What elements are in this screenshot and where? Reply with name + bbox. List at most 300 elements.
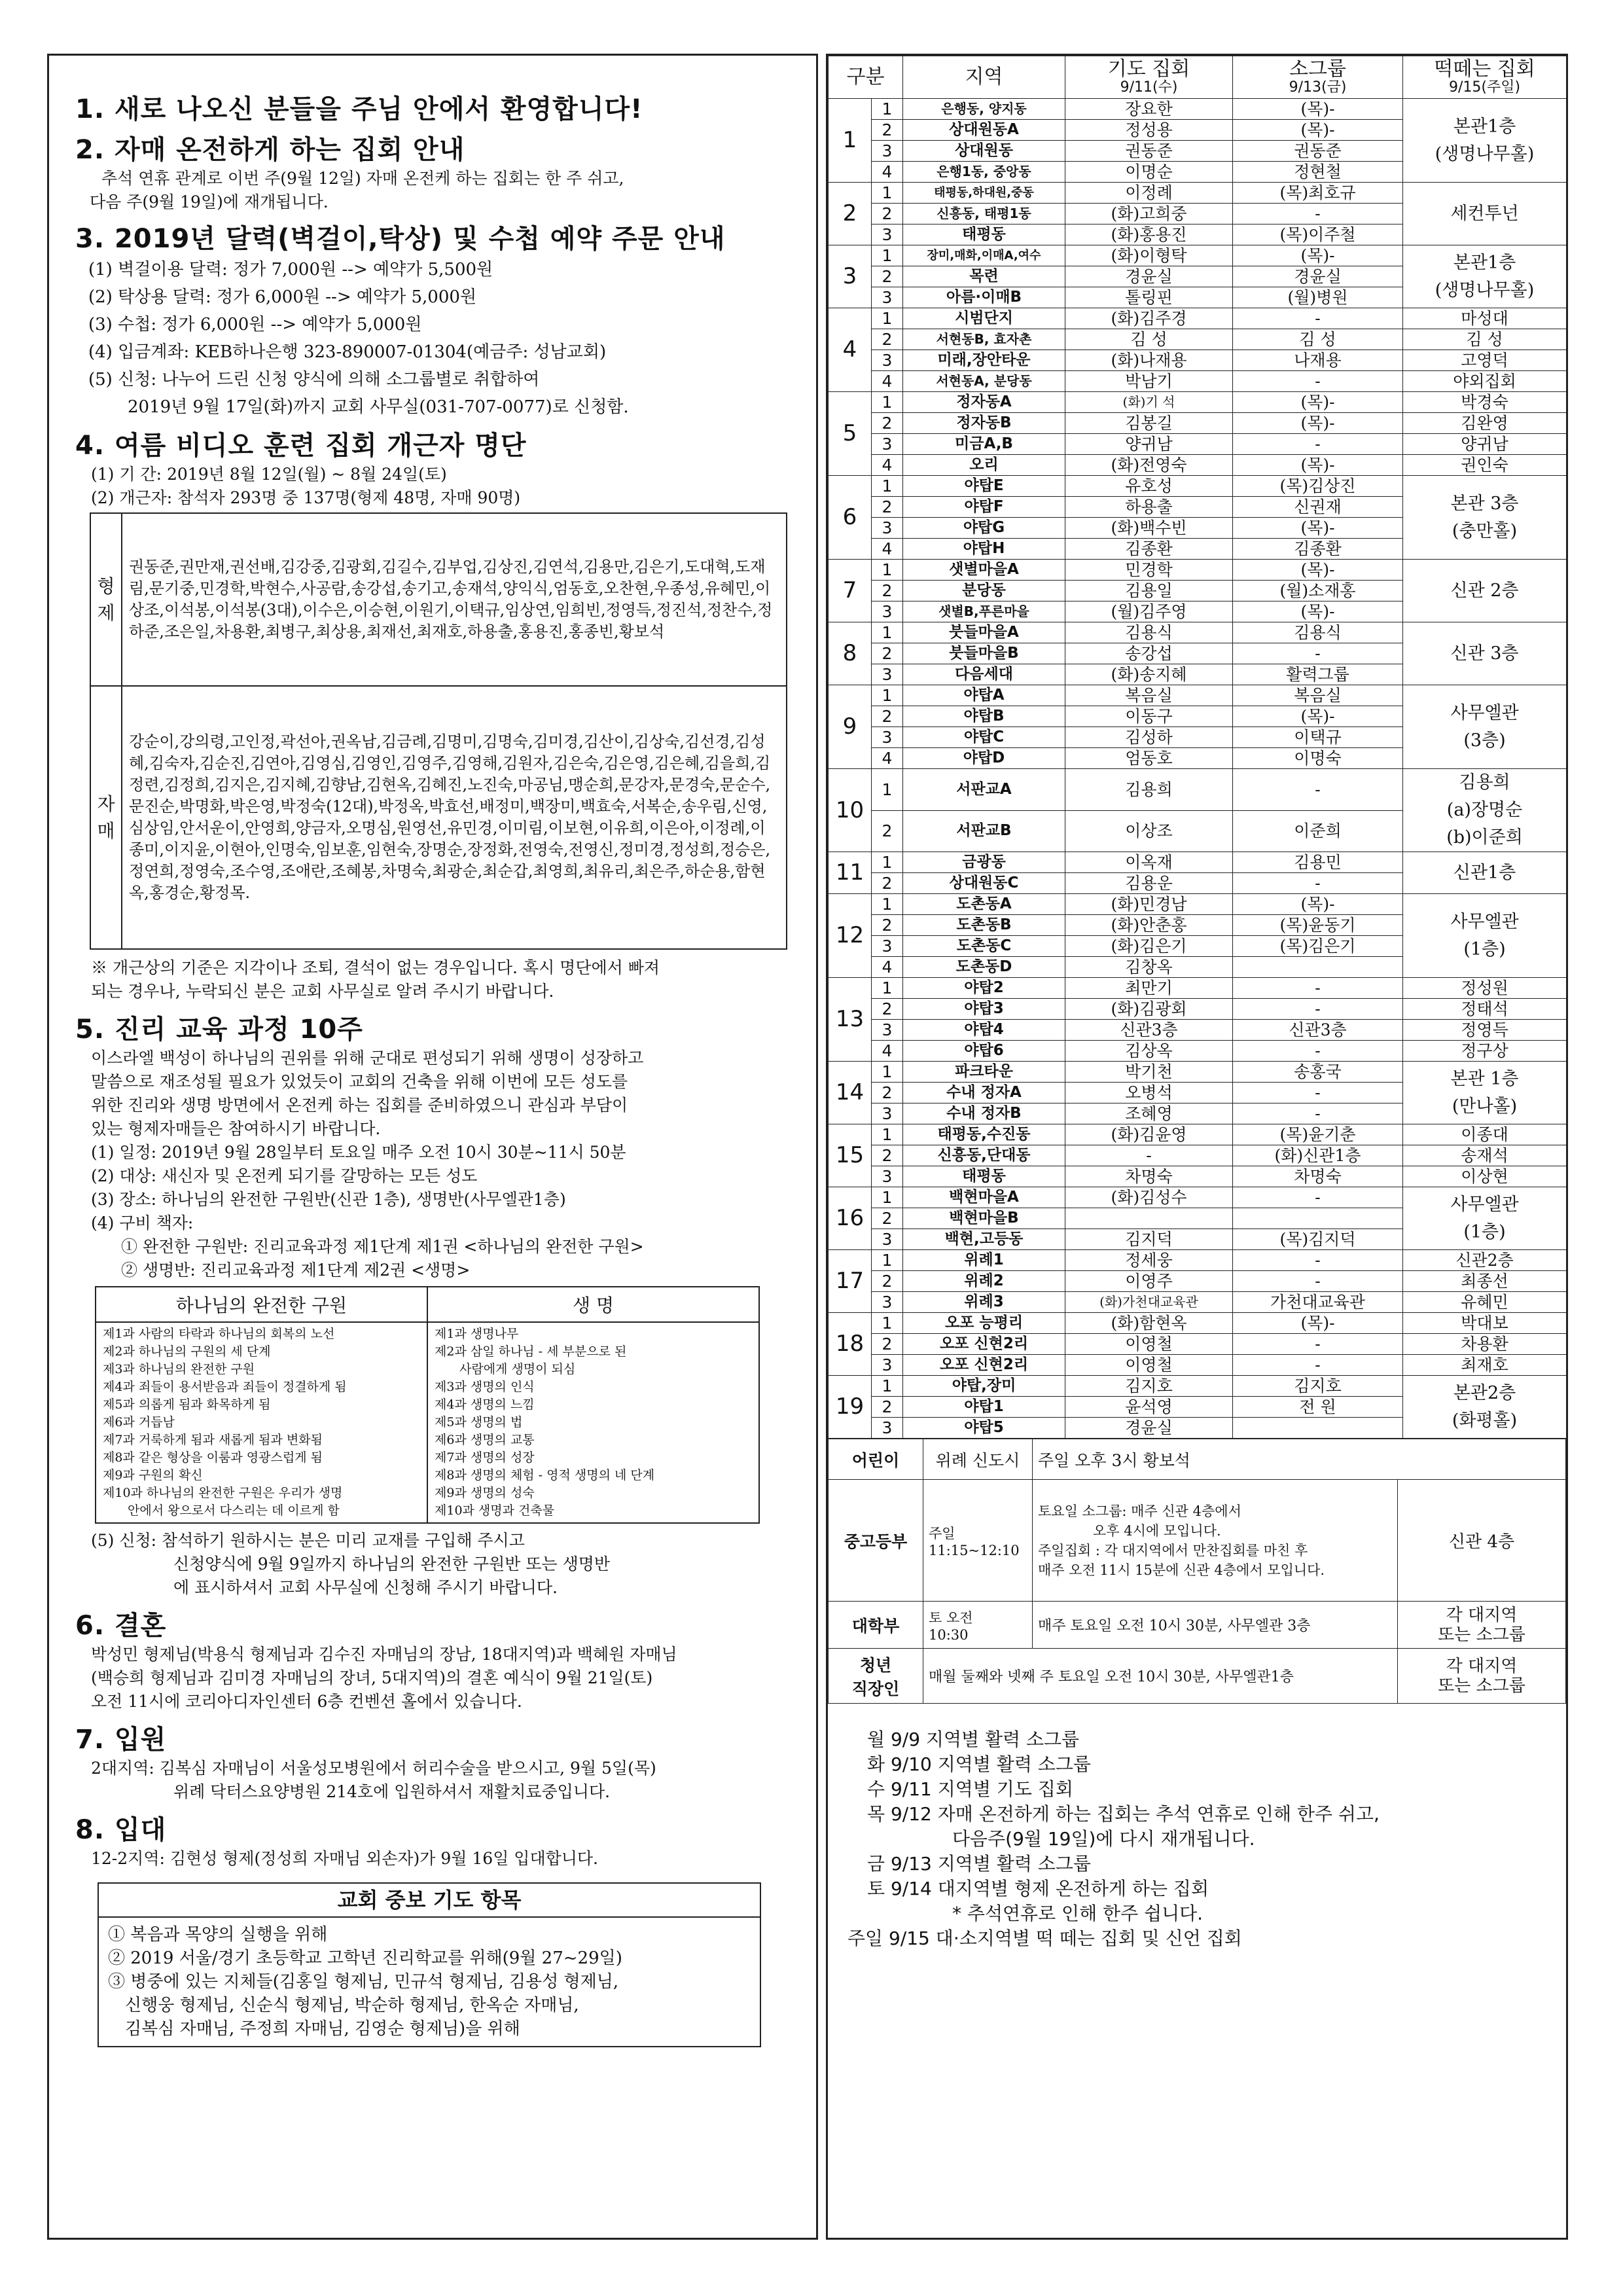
region-name: 오포 신현2리 <box>903 1355 1065 1376</box>
schedule-row <box>829 99 1567 120</box>
prayer-box <box>98 1882 761 2047</box>
small-group-leader: (화)신관1층 <box>1233 1145 1403 1166</box>
sub-number: 3 <box>872 664 903 685</box>
schedule-row <box>829 560 1567 581</box>
small-group-leader: - <box>1233 999 1403 1020</box>
section-4-note-1: ※ 개근상의 기준은 지각이나 조퇴, 결석이 없는 경우입니다. 혹시 명단에서 빠져 <box>91 958 660 977</box>
small-group-leader <box>1233 957 1403 978</box>
group-number: 19 <box>829 1376 872 1439</box>
schedule-row <box>829 476 1567 497</box>
region-name: 백현마을A <box>903 1187 1065 1208</box>
schedule-row <box>829 852 1567 873</box>
sisters-label: 자 매 <box>90 686 122 949</box>
region-name: 목련 <box>903 266 1065 287</box>
small-group-leader: (목)- <box>1233 120 1403 141</box>
lesson: 제9과 구원의 확신 <box>103 1468 203 1482</box>
region-name: 야탑2 <box>903 978 1065 999</box>
small-group-leader: 이명숙 <box>1233 748 1403 769</box>
region-name: 태평동 <box>903 1166 1065 1187</box>
prayer-meeting-leader: 최만기 <box>1065 978 1233 999</box>
small-group-leader <box>1233 1418 1403 1439</box>
prayer-meeting-leader: 김지덕 <box>1065 1229 1233 1250</box>
region-name: 붓들마을A <box>903 622 1065 643</box>
region-name: 야탑B <box>903 706 1065 727</box>
prayer-meeting-leader: 정성용 <box>1065 120 1233 141</box>
small-group-leader: (목)- <box>1233 706 1403 727</box>
section-4-count: (2) 개근자: 참석자 293명 중 137명(형제 48명, 자매 90명) <box>91 488 521 507</box>
lesson: 제2과 삼일 하나님 - 세 부분으로 된 <box>435 1344 627 1359</box>
prayer-meeting-leader: 이동구 <box>1065 706 1233 727</box>
sub-number: 3 <box>872 350 903 371</box>
region-name: 샛별마을A <box>903 560 1065 581</box>
sub-number: 2 <box>872 643 903 664</box>
schedule-row <box>829 329 1567 350</box>
small-group-leader: 김 성 <box>1233 329 1403 350</box>
lesson: 사람에게 생명이 되심 <box>435 1362 576 1376</box>
prayer-item: ③ 병중에 있는 지체들(김홍일 형제님, 민규석 형제님, 김용성 형제님, <box>108 1972 619 1992</box>
section-3-item-cont: 2019년 9월 17일(화)까지 교회 사무실(031-707-0077)로 신청함. <box>128 397 629 417</box>
small-group-leader: (목)김상진 <box>1233 476 1403 497</box>
small-group-leader: (목)이주철 <box>1233 224 1403 245</box>
group-number: 9 <box>829 685 872 769</box>
small-group-leader: - <box>1233 1103 1403 1124</box>
prayer-meeting-leader: 김창옥 <box>1065 957 1233 978</box>
sub-number: 3 <box>872 1020 903 1041</box>
small-group-leader: 김용식 <box>1233 622 1403 643</box>
sub-number: 4 <box>872 957 903 978</box>
small-group-leader: - <box>1233 308 1403 329</box>
section-8-line: 12-2지역: 김현성 형제(정성희 자매님 외손자)가 9월 16일 입대합니다. <box>91 1849 598 1868</box>
bread-place: 유혜민 <box>1403 1292 1567 1313</box>
lesson: 제7과 생명의 성장 <box>435 1450 535 1465</box>
prayer-meeting-leader: 김 성 <box>1065 329 1233 350</box>
small-group-leader: - <box>1233 434 1403 455</box>
schedule-row <box>829 1250 1567 1271</box>
section-5-intro: 위한 진리와 생명 방면에서 온전케 하는 집회를 준비하였으니 관심과 부담이 <box>91 1096 628 1115</box>
section-4-note-2: 되는 경우나, 누락되신 분은 교회 사무실로 알려 주시기 바랍니다. <box>91 982 554 1001</box>
region-name: 태평동,하대원,중동 <box>903 183 1065 204</box>
section-6-title: 6. 결혼 <box>75 1611 167 1641</box>
schedule-row <box>829 392 1567 413</box>
bread-place: 본관2층 (화평홀) <box>1403 1376 1567 1439</box>
sub-number: 1 <box>872 1124 903 1145</box>
prayer-meeting-leader: 김지호 <box>1065 1376 1233 1397</box>
bread-place: 신관1층 <box>1403 852 1567 894</box>
group-number: 11 <box>829 852 872 894</box>
section-3-item: (2) 탁상용 달력: 정가 6,000원 --> 예약가 5,000원 <box>88 287 477 307</box>
curriculum-life-list <box>427 1322 759 1523</box>
sub-number: 1 <box>872 852 903 873</box>
bread-place: 본관 3층 (충만홀) <box>1403 476 1567 560</box>
bread-place: 세컨투넌 <box>1403 183 1567 245</box>
young-adults-place: 각 대지역 또는 소그룹 <box>1398 1649 1566 1704</box>
sub-number: 3 <box>872 434 903 455</box>
college-info: 매주 토요일 오전 10시 30분, 사무엘관 3층 <box>1033 1602 1398 1649</box>
sub-number: 1 <box>872 1062 903 1083</box>
bread-place: 사무엘관 (3층) <box>1403 685 1567 769</box>
prayer-meeting-leader: 정세웅 <box>1065 1250 1233 1271</box>
lesson: 제1과 사람의 타락과 하나님의 회복의 노선 <box>103 1327 335 1341</box>
small-group-leader: - <box>1233 204 1403 224</box>
bread-place: 정성원 <box>1403 978 1567 999</box>
region-name: 야탑,장미 <box>903 1376 1065 1397</box>
schedule-row <box>829 413 1567 434</box>
schedule-row <box>829 685 1567 706</box>
sub-number: 4 <box>872 455 903 476</box>
sub-number: 2 <box>872 581 903 601</box>
sub-number: 3 <box>872 518 903 539</box>
sub-number: 2 <box>872 1397 903 1418</box>
region-name: 야탑6 <box>903 1041 1065 1062</box>
bread-place: 최재호 <box>1403 1355 1567 1376</box>
prayer-meeting-leader: (화)백수빈 <box>1065 518 1233 539</box>
sub-number: 2 <box>872 329 903 350</box>
small-group-leader: 이준희 <box>1233 810 1403 852</box>
region-name: 분당동 <box>903 581 1065 601</box>
bread-place: 김 성 <box>1403 329 1567 350</box>
sub-number: 3 <box>872 1229 903 1250</box>
sub-number: 4 <box>872 539 903 560</box>
region-name: 서판교A <box>903 769 1065 811</box>
schedule-row <box>829 455 1567 476</box>
prayer-meeting-leader: 윤석영 <box>1065 1397 1233 1418</box>
region-name: 미금A,B <box>903 434 1065 455</box>
sub-number: 1 <box>872 894 903 915</box>
region-name: 정자동A <box>903 392 1065 413</box>
section-5-apply: 신청양식에 9월 9일까지 하나님의 완전한 구원반 또는 생명반 <box>173 1554 611 1573</box>
prayer-meeting-leader: (화)기 석 <box>1065 392 1233 413</box>
section-2-line-2: 다음 주(9월 19일)에 재개됩니다. <box>90 192 329 211</box>
curriculum-table <box>95 1286 760 1524</box>
region-name: 수내 정자A <box>903 1083 1065 1103</box>
header-prayer: 기도 집회 9/11(수) <box>1065 56 1233 99</box>
region-name: 야탑H <box>903 539 1065 560</box>
small-group-leader: (목)윤기춘 <box>1233 1124 1403 1145</box>
prayer-meeting-leader: 신관3층 <box>1065 1020 1233 1041</box>
group-number: 6 <box>829 476 872 560</box>
sub-number: 1 <box>872 476 903 497</box>
small-group-leader: 이택규 <box>1233 727 1403 748</box>
schedule-row <box>829 434 1567 455</box>
small-group-leader: (목)최호규 <box>1233 183 1403 204</box>
small-group-leader: 나재용 <box>1233 350 1403 371</box>
sub-number: 3 <box>872 727 903 748</box>
region-name: 야탑3 <box>903 999 1065 1020</box>
sub-number: 1 <box>872 978 903 999</box>
sub-number: 2 <box>872 915 903 936</box>
section-3-item: (4) 입금계좌: KEB하나은행 323-890007-01304(예금주: 성남교회) <box>88 342 607 362</box>
prayer-meeting-leader: 이명순 <box>1065 162 1233 183</box>
lesson: 제5과 의롭게 됨과 화목하게 됨 <box>103 1397 271 1412</box>
region-name: 상대원동A <box>903 120 1065 141</box>
bread-place: 정구상 <box>1403 1041 1567 1062</box>
section-5-item: (4) 구비 책자: <box>91 1213 194 1232</box>
group-number: 5 <box>829 392 872 476</box>
small-group-leader: (목)- <box>1233 1313 1403 1334</box>
region-name: 도촌동C <box>903 936 1065 957</box>
lesson: 제3과 생명의 인식 <box>435 1380 535 1394</box>
prayer-meeting-leader <box>1065 1208 1233 1229</box>
week-item: 월 9/9 지역별 활력 소그룹 <box>867 1729 1080 1750</box>
sub-number: 3 <box>872 1103 903 1124</box>
region-name: 야탑E <box>903 476 1065 497</box>
prayer-meeting-leader: (화)송지혜 <box>1065 664 1233 685</box>
sub-number: 3 <box>872 1418 903 1439</box>
region-name: 야탑A <box>903 685 1065 706</box>
small-group-leader: (목)- <box>1233 413 1403 434</box>
schedule-row <box>829 894 1567 915</box>
region-name: 파크타운 <box>903 1062 1065 1083</box>
curriculum-salvation-list <box>96 1322 427 1523</box>
curriculum-col-salvation: 하나님의 완전한 구원 <box>96 1287 427 1322</box>
bread-place: 최종선 <box>1403 1271 1567 1292</box>
region-name: 상대원동C <box>903 873 1065 894</box>
small-group-leader: - <box>1233 371 1403 392</box>
region-name: 도촌동B <box>903 915 1065 936</box>
week-item-sub: 다음주(9월 19일)에 다시 재개됩니다. <box>952 1828 1255 1850</box>
bread-place: 권인숙 <box>1403 455 1567 476</box>
section-3 <box>75 222 790 421</box>
section-4-period: (1) 기 간: 2019년 8월 12일(월) ~ 8월 24일(토) <box>91 465 447 484</box>
section-4 <box>75 429 790 1003</box>
prayer-meeting-leader: 유호성 <box>1065 476 1233 497</box>
group-number: 13 <box>829 978 872 1062</box>
group-number: 16 <box>829 1187 872 1250</box>
sub-number: 2 <box>872 497 903 518</box>
lesson: 제8과 생명의 체험 - 영적 생명의 네 단계 <box>435 1468 655 1482</box>
schedule-row <box>829 371 1567 392</box>
sisters-list: 강순이,강의령,고인정,곽선아,권옥남,김금례,김명미,김명숙,김미경,김산이,김상숙,김선경,김성혜,김숙자,김순진,김연아,김영심,김영인,김영주,김영해,김원자,김은숙,김은영,김은혜,김을희,김정련,김정희,김지은,김지혜,김향남,김현옥,김혜진,노진숙,마공님,맹순희,문강자,문경숙,문순수,문진순,박명화,박은영,박정숙(12대),박정옥,박효선,배정미,백장미,백효숙,서복순,송우림,신영,심상임,안서운이,안영희,양금자,오명심,원영선,유민경,이미림,이보현,이유희,이은아,이정례,이종미,이지윤,이현아,인명숙,임보훈,임현숙,장명순,장정화,전영숙,전영신,정미경,정성희,정승은,정연희,정영숙,조수영,조애란,조혜봉,차명숙,최광순,최순갑,최영희,최유리,최은주,하순용,함현옥,홍경순,황정목. <box>122 686 787 949</box>
sub-number: 2 <box>872 706 903 727</box>
section-5-book: ② 생명반: 진리교육과정 제1단계 제2권 <생명> <box>121 1261 471 1280</box>
lesson: 안에서 왕으로서 다스리는 데 이르게 함 <box>103 1503 340 1518</box>
group-number: 18 <box>829 1313 872 1376</box>
prayer-meeting-leader: 김용희 <box>1065 769 1233 811</box>
region-name: 야탑5 <box>903 1418 1065 1439</box>
schedule-row <box>829 1041 1567 1062</box>
section-5-title: 5. 진리 교육 과정 10주 <box>75 1014 363 1045</box>
sub-number: 2 <box>872 1208 903 1229</box>
region-name: 아름·이매B <box>903 287 1065 308</box>
section-6-line: (백승희 형제님과 김미경 자매님의 장녀, 5대지역)의 결혼 예식이 9월 21일(토) <box>91 1668 653 1687</box>
section-4-title: 4. 여름 비디오 훈련 집회 개근자 명단 <box>75 431 527 461</box>
schedule-row <box>829 308 1567 329</box>
bread-place: 정영득 <box>1403 1020 1567 1041</box>
bread-place: 고영덕 <box>1403 350 1567 371</box>
prayer-meeting-leader: (화)고희중 <box>1065 204 1233 224</box>
lesson: 제9과 생명의 성숙 <box>435 1486 535 1500</box>
small-group-leader: (목)- <box>1233 518 1403 539</box>
schedule-row <box>829 1271 1567 1292</box>
header-group: 구분 <box>829 56 903 99</box>
prayer-meeting-leader: 권동준 <box>1065 141 1233 162</box>
prayer-meeting-leader: 경윤실 <box>1065 266 1233 287</box>
brothers-list: 권동준,권만재,권선배,김강중,김광회,김길수,김부업,김상진,김연석,김용만,김은기,도대혁,도재림,문기중,민경학,박현수,사공람,송강섭,송기고,송재석,양익식,엄동호,오찬현,우종성,유혜민,이상조,이석봉,이석봉(3대),이수은,이승현,이원기,이택규,임상연,임희빈,정영득,정진석,정찬수,정하준,조은일,차용환,최병구,최상용,최재선,최재호,하용출,홍용진,홍종빈,황보석 <box>122 513 787 686</box>
sub-number: 3 <box>872 1355 903 1376</box>
section-5-intro: 있는 형제자매들은 참여하시기 바랍니다. <box>91 1119 381 1138</box>
schedule-row <box>829 1062 1567 1083</box>
prayer-body <box>99 1918 760 2046</box>
region-name: 정자동B <box>903 413 1065 434</box>
region-name: 장미,매화,이매A,여수 <box>903 245 1065 266</box>
curriculum-col-life: 생 명 <box>427 1287 759 1322</box>
prayer-meeting-leader: 장요한 <box>1065 99 1233 120</box>
sub-number: 1 <box>872 308 903 329</box>
region-name: 서판교B <box>903 810 1065 852</box>
small-group-leader: (목)- <box>1233 455 1403 476</box>
schedule-row <box>829 769 1567 811</box>
region-name: 태평동,수진동 <box>903 1124 1065 1145</box>
youth-time: 주일 11:15~12:10 <box>923 1480 1033 1602</box>
sub-number: 4 <box>872 748 903 769</box>
sub-number: 4 <box>872 1041 903 1062</box>
prayer-meeting-leader: (화)함현옥 <box>1065 1313 1233 1334</box>
sub-number: 1 <box>872 1376 903 1397</box>
sub-number: 2 <box>872 999 903 1020</box>
region-name: 은행동, 양지동 <box>903 99 1065 120</box>
small-group-leader: - <box>1233 978 1403 999</box>
region-name: 야탑4 <box>903 1020 1065 1041</box>
schedule-row <box>829 183 1567 204</box>
sub-number: 3 <box>872 936 903 957</box>
brothers-label: 형 제 <box>90 513 122 686</box>
prayer-meeting-leader: 박남기 <box>1065 371 1233 392</box>
region-name: 야탑G <box>903 518 1065 539</box>
small-group-leader: 차명숙 <box>1233 1166 1403 1187</box>
youth-place: 신관 4층 <box>1398 1480 1566 1602</box>
section-5-apply: (5) 신청: 참석하기 원하시는 분은 미리 교재를 구입해 주시고 <box>91 1531 525 1550</box>
section-2-title: 2. 자매 온전하게 하는 집회 안내 <box>75 135 465 165</box>
group-number: 7 <box>829 560 872 622</box>
region-name: 서현동A, 분당동 <box>903 371 1065 392</box>
schedule-table <box>828 56 1567 1439</box>
youth-label: 중고등부 <box>829 1480 923 1602</box>
prayer-meeting-leader: 김용식 <box>1065 622 1233 643</box>
sub-number: 1 <box>872 622 903 643</box>
small-group-leader: (목)윤동기 <box>1233 915 1403 936</box>
header-bread: 떡떼는 집회 9/15(주일) <box>1403 56 1567 99</box>
section-7-line: 위례 닥터스요양병원 214호에 입원하셔서 재활치료중입니다. <box>173 1782 611 1801</box>
small-group-leader: - <box>1233 769 1403 811</box>
sub-number: 4 <box>872 162 903 183</box>
small-group-leader: - <box>1233 1355 1403 1376</box>
section-8-title: 8. 입대 <box>75 1815 167 1845</box>
schedule-row <box>829 1124 1567 1145</box>
prayer-meeting-leader: 조혜영 <box>1065 1103 1233 1124</box>
prayer-meeting-leader: 양귀남 <box>1065 434 1233 455</box>
sub-number: 3 <box>872 224 903 245</box>
prayer-item: 김복심 자매님, 주정희 자매님, 김영순 형제님)을 위해 <box>108 2019 520 2039</box>
week-item: 토 9/14 대지역별 형제 온전하게 하는 집회 <box>867 1878 1209 1899</box>
bread-place: 이종대 <box>1403 1124 1567 1145</box>
sub-number: 1 <box>872 392 903 413</box>
small-group-leader: 김지호 <box>1233 1376 1403 1397</box>
region-name: 도촌동D <box>903 957 1065 978</box>
small-group-leader: 활력그룹 <box>1233 664 1403 685</box>
sub-number: 2 <box>872 1271 903 1292</box>
prayer-meeting-leader: 복음실 <box>1065 685 1233 706</box>
lesson: 제5과 생명의 법 <box>435 1415 523 1429</box>
sub-number: 3 <box>872 601 903 622</box>
sub-number: 3 <box>872 1292 903 1313</box>
section-6-line: 오전 11시에 코리아디자인센터 6층 컨벤션 홀에서 있습니다. <box>91 1692 522 1711</box>
section-7-line: 2대지역: 김복심 자매님이 서울성모병원에서 허리수술을 받으시고, 9월 5일(목) <box>91 1759 656 1778</box>
small-group-leader: 김용민 <box>1233 852 1403 873</box>
prayer-meeting-leader: 김성하 <box>1065 727 1233 748</box>
prayer-meeting-leader: 김용운 <box>1065 873 1233 894</box>
section-6 <box>75 1609 790 1713</box>
sub-number: 2 <box>872 1145 903 1166</box>
prayer-meeting-leader: (화)가천대교육관 <box>1065 1292 1233 1313</box>
group-number: 4 <box>829 308 872 392</box>
prayer-meeting-leader: (화)나재용 <box>1065 350 1233 371</box>
bread-place: 본관1층 (생명나무홀) <box>1403 99 1567 183</box>
group-number: 10 <box>829 769 872 852</box>
small-group-leader: - <box>1233 1083 1403 1103</box>
small-group-leader: 송홍국 <box>1233 1062 1403 1083</box>
lesson: 제7과 거룩하게 됨과 새롭게 됨과 변화됨 <box>103 1433 323 1447</box>
section-5-intro: 이스라엘 백성이 하나님의 권위를 위해 군대로 편성되기 위해 생명이 성장하고 <box>91 1049 644 1067</box>
children-region: 위례 신도시 <box>923 1439 1033 1480</box>
week-item: 금 9/13 지역별 활력 소그룹 <box>867 1853 1091 1874</box>
sub-number: 1 <box>872 769 903 811</box>
prayer-meeting-leader: 차명숙 <box>1065 1166 1233 1187</box>
group-number: 1 <box>829 99 872 183</box>
bread-place: 김용희 (a)장명순 (b)이준희 <box>1403 769 1567 852</box>
sub-number: 2 <box>872 1334 903 1355</box>
lesson: 제8과 같은 형상을 이룸과 영광스럽게 됨 <box>103 1450 323 1465</box>
prayer-item: ② 2019 서울/경기 초등학교 고학년 진리학교를 위해(9월 27~29일) <box>108 1948 622 1968</box>
bread-place: 김완영 <box>1403 413 1567 434</box>
bread-place: 박경숙 <box>1403 392 1567 413</box>
prayer-meeting-leader: (화)김주경 <box>1065 308 1233 329</box>
group-number: 12 <box>829 894 872 978</box>
college-place: 각 대지역 또는 소그룹 <box>1398 1602 1566 1649</box>
section-7 <box>75 1723 790 1804</box>
attendance-table <box>90 512 787 950</box>
schedule-row <box>829 978 1567 999</box>
region-name: 신흥동,단대동 <box>903 1145 1065 1166</box>
section-6-line: 박성민 형제님(박용식 형제님과 김수진 자매님의 장남, 18대지역)과 백혜원 자매님 <box>91 1645 677 1664</box>
group-number: 15 <box>829 1124 872 1187</box>
sub-number: 2 <box>872 204 903 224</box>
schedule-body <box>829 99 1567 1439</box>
week-item: 목 9/12 자매 온전하게 하는 집회는 추석 연휴로 인해 한주 쉬고, <box>867 1803 1380 1825</box>
region-name: 다음세대 <box>903 664 1065 685</box>
college-label: 대학부 <box>829 1602 923 1649</box>
prayer-meeting-leader: 김봉길 <box>1065 413 1233 434</box>
young-adults-label: 청년 직장인 <box>829 1649 923 1704</box>
small-group-leader: - <box>1233 873 1403 894</box>
college-time: 토 오전 10:30 <box>923 1602 1033 1649</box>
week-item-sub: * 추석연휴로 인해 한주 쉽니다. <box>952 1903 1204 1924</box>
bread-place: 이상현 <box>1403 1166 1567 1187</box>
schedule-row <box>829 622 1567 643</box>
group-number: 17 <box>829 1250 872 1313</box>
sub-number: 4 <box>872 371 903 392</box>
small-group-leader: (목)- <box>1233 601 1403 622</box>
schedule-row <box>829 1376 1567 1397</box>
region-name: 야탑D <box>903 748 1065 769</box>
sub-number: 1 <box>872 245 903 266</box>
header-region: 지역 <box>903 56 1065 99</box>
region-name: 오포 신현2리 <box>903 1334 1065 1355</box>
small-group-leader: - <box>1233 1250 1403 1271</box>
youth-info: 토요일 소그룹: 매주 신관 4층에서 오후 4시에 모입니다. 주일집회 : 각 대지역에서 만찬집회를 마친 후 매주 오전 11시 15분에 신관 4층에서 모입니다. <box>1033 1480 1398 1602</box>
region-name: 서현동B, 효자촌 <box>903 329 1065 350</box>
section-5-book: ① 완전한 구원반: 진리교육과정 제1단계 제1권 <하나님의 완전한 구원> <box>121 1237 644 1256</box>
sub-number: 1 <box>872 1187 903 1208</box>
